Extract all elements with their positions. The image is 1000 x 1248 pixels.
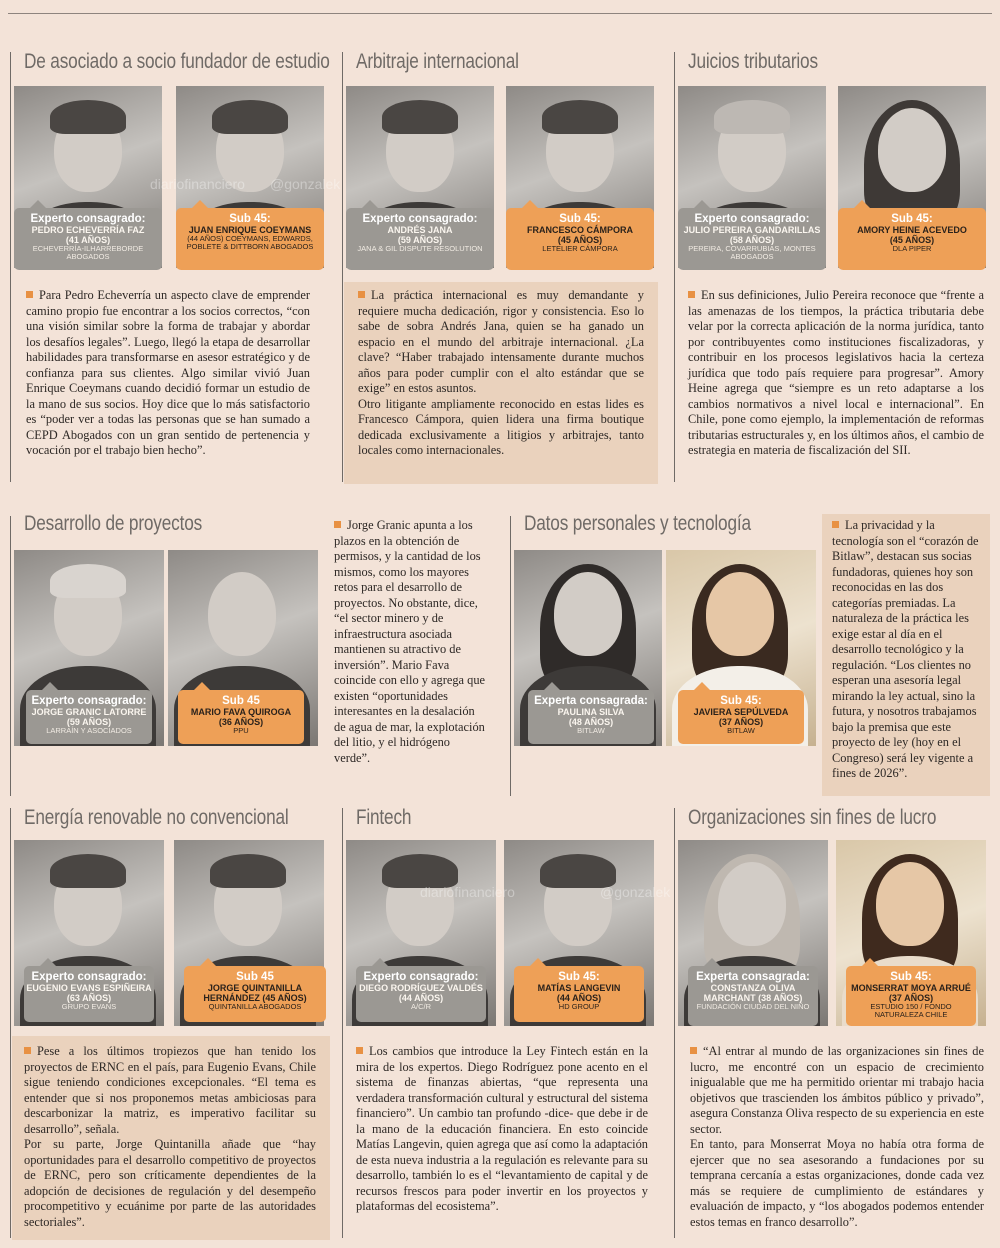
- bullet-icon: [832, 521, 839, 528]
- section-body: [688, 288, 984, 459]
- body-text: Pese a los últimos tropiezos que han tenido los proyectos de ERNC en el país, para Eugenio Evans, Chile sigue teniendo condiciones excepcionales. “El tema es entender que si nos proponemos metas ambiciosas para descarbonizar la matriz, es imperativo facilitar su desarrollo”, señala.: [24, 1044, 316, 1136]
- label-name: FRANCESCO CÁMPORA: [526, 225, 633, 235]
- label-name: CONSTANZA OLIVA MARCHANT (38 AÑOS): [703, 983, 803, 1003]
- label-name: PAULINA SILVA: [557, 707, 625, 717]
- section-rule: [10, 516, 11, 796]
- label-tag: Experto consagrado:: [31, 971, 147, 983]
- bullet-icon: [24, 1047, 31, 1054]
- junior-label: [176, 208, 324, 270]
- label-name: JAVIERA SEPÚLVEDA: [693, 707, 789, 717]
- label-tag: Sub 45: [236, 971, 274, 983]
- label-age: (44 AÑOS): [556, 993, 602, 1003]
- label-name: PEDRO ECHEVERRÍA FAZ: [31, 225, 145, 235]
- label-name: MATÍAS LANGEVIN: [537, 983, 621, 993]
- label-name: JORGE QUINTANILLA HERNÁNDEZ (45 AÑOS): [203, 983, 307, 1003]
- senior-label: [356, 966, 486, 1022]
- label-firm: BITLAW: [577, 726, 605, 735]
- label-tag: Sub 45:: [558, 971, 600, 983]
- label-firm: LARRAÍN Y ASOCIADOS: [46, 726, 132, 735]
- label-firm: ECHEVERRÍA-ILHARREBORDE ABOGADOS: [32, 244, 144, 261]
- junior-label: [838, 208, 986, 270]
- label-tag: Experto consagrado:: [694, 213, 810, 225]
- bullet-icon: [690, 1047, 697, 1054]
- label-tag: Experto consagrado:: [362, 213, 478, 225]
- label-name: JULIO PEREIRA GANDARILLAS (58 AÑOS): [683, 225, 821, 245]
- label-firm: LETELIER CÁMPORA: [542, 244, 618, 253]
- junior-label: [514, 966, 644, 1022]
- section-rule: [674, 808, 675, 1238]
- body-text: Jorge Granic apunta a los plazos en la obtención de permisos, y la cantidad de los mismos, como los mayores retos para el desarrollo de proyectos. No obstante, dice, “el sector minero y de infraestructura asociada mantienen su atractivo de inversión”. Mario Fava coincide con ello y agrega que existen “oportunidades interesantes en la desalación de agua de mar, la explotación del litio, y el hidrógeno verde”.: [334, 518, 486, 765]
- label-age: (37 AÑOS): [718, 717, 764, 727]
- watermark: diariofinanciero: [420, 884, 515, 900]
- section-body: [356, 1044, 648, 1215]
- section-title: Desarrollo de proyectos: [24, 512, 203, 535]
- label-tag: Sub 45:: [559, 213, 601, 225]
- label-firm: A/C/R: [410, 1002, 431, 1011]
- label-name: JORGE GRANIC LATORRE: [31, 707, 147, 717]
- label-name: MARIO FAVA QUIROGA: [190, 707, 292, 717]
- label-age: (59 AÑOS): [66, 717, 112, 727]
- label-firm: PPU: [233, 726, 249, 735]
- junior-label: [506, 208, 654, 270]
- watermark: @gonzalek: [270, 176, 341, 192]
- section-title: Juicios tributarios: [688, 50, 818, 73]
- label-tag: Experta consagrada:: [534, 695, 648, 707]
- bullet-icon: [356, 1047, 363, 1054]
- label-firm: HD GROUP: [558, 1002, 600, 1011]
- label-tag: Sub 45:: [890, 971, 932, 983]
- section-body: [26, 288, 310, 459]
- section-body: [358, 288, 644, 459]
- senior-label: [528, 690, 654, 744]
- senior-label: [346, 208, 494, 270]
- watermark: @gonzalek: [600, 884, 671, 900]
- label-age: (45 AÑOS): [557, 235, 603, 245]
- senior-label: [26, 690, 152, 744]
- label-tag: Sub 45:: [891, 213, 933, 225]
- section-title: Organizaciones sin fines de lucro: [688, 806, 937, 829]
- body-text-2: Otro litigante ampliamente reconocido en estas lides es Francesco Cámpora, quien lidera una firma boutique dedicada exclusivamente a litigios y arbitrajes, tanto locales como internacionales.: [358, 396, 644, 457]
- label-tag: Experto consagrado:: [30, 213, 146, 225]
- senior-label: [678, 208, 826, 270]
- label-age: (41 AÑOS): [65, 235, 111, 245]
- body-text-2: Por su parte, Jorge Quintanilla añade que “hay oportunidades para el desarrollo competitivo de proyectos de ERNC, pero son críticamente dependientes de la adopción de decisiones de regulación y del desempeño procompetitivo y ecuánime por parte de las autoridades sectoriales”.: [24, 1137, 316, 1229]
- junior-label: [184, 966, 326, 1022]
- section-body: [334, 518, 486, 766]
- label-tag: Sub 45: [222, 695, 260, 707]
- label-name: ANDRÉS JANA: [387, 225, 453, 235]
- body-text-2: En tanto, para Monserrat Moya no había otra forma de ejercer que no sea asesorando a fundaciones por su temprana cercanía a estas organizaciones, donde cada vez más se requiere de cumplimiento de estándares y evaluación de impacto, y “los abogados podemos entender estos temas en franco desarrollo”.: [690, 1137, 984, 1229]
- junior-label: [178, 690, 304, 744]
- label-age: (36 AÑOS): [218, 717, 264, 727]
- section-rule: [674, 52, 675, 482]
- body-text: Para Pedro Echeverría un aspecto clave de emprender camino propio fue encontrar a los socios correctos, “con una visión similar sobre la forma de trabajar y abordar los desafíos legales”. Luego, llegó la etapa de desarrollar habilidades para transformarse en asesor estratégico y de confianza para sus clientes. Algo similar vivió Juan Enrique Coeymans cuando decidió formar un estudio de la mano de sus socios. Hoy dice que lo más satisfactorio es “poder ver a todas las personas que se han sumado a CEPD Abogados con un gran sentido de pertenencia y vocación por el trabajo bien hecho”.: [26, 288, 310, 457]
- label-age: (45 AÑOS): [889, 235, 935, 245]
- section-rule: [510, 516, 511, 796]
- section-title: Datos personales y tecnología: [524, 512, 751, 535]
- label-name: JUAN ENRIQUE COEYMANS: [188, 225, 312, 235]
- label-age: (44 AÑOS) COEYMANS, EDWARDS, POBLETE & DITTBORN ABOGADOS: [186, 234, 314, 251]
- bullet-icon: [688, 291, 695, 298]
- label-firm: PEREIRA, COVARRUBIAS, MONTES ABOGADOS: [688, 244, 816, 261]
- label-name: AMORY HEINE ACEVEDO: [857, 225, 967, 235]
- label-firm: BITLAW: [727, 726, 755, 735]
- label-firm: QUINTANILLA ABOGADOS: [208, 1002, 302, 1011]
- bullet-icon: [334, 521, 341, 528]
- label-name: DIEGO RODRÍGUEZ VALDÉS (44 AÑOS): [359, 983, 483, 1003]
- label-tag: Experta consagrada:: [696, 971, 810, 983]
- label-age: (48 AÑOS): [568, 717, 614, 727]
- label-firm: JANA & GIL DISPUTE RESOLUTION: [357, 244, 483, 253]
- section-title: De asociado a socio fundador de estudio: [24, 50, 330, 73]
- body-text: Los cambios que introduce la Ley Fintech están en la mira de los expertos. Diego Rodríguez pone acento en el sistema de finanzas abiertas, “que representa una verdadera transformación cultural y estructural del sistema financiero”. Un cambio tan profundo -dice- que debe ir de la mano de la educación financiera. En esto coincide Matías Langevin, quien agrega que así como la adaptación de esta nueva industria a la regulación es relevante para su desarrollo, también lo es el “levantamiento de capital y de recursos frescos para poder invertir en los proyectos y plataformas del ecosistema”.: [356, 1044, 648, 1213]
- label-firm: GRUPO EVANS: [61, 1002, 117, 1011]
- senior-label: [24, 966, 154, 1022]
- section-body: [24, 1044, 316, 1230]
- label-firm: ESTUDIO 150 / FONDO NATURALEZA CHILE: [870, 1002, 952, 1019]
- section-title: Fintech: [356, 806, 412, 829]
- junior-label: [678, 690, 804, 744]
- label-tag: Sub 45:: [720, 695, 762, 707]
- section-title: Arbitraje internacional: [356, 50, 519, 73]
- junior-label: [846, 966, 976, 1026]
- watermark: diariofinanciero: [150, 176, 245, 192]
- top-rule: [8, 13, 992, 14]
- label-firm: FUNDACIÓN CIUDAD DEL NIÑO: [696, 1002, 810, 1011]
- bullet-icon: [26, 291, 33, 298]
- section-body: [690, 1044, 984, 1230]
- bullet-icon: [358, 291, 365, 298]
- section-rule: [342, 52, 343, 482]
- label-tag: Experto consagrado:: [31, 695, 147, 707]
- body-text: En sus definiciones, Julio Pereira reconoce que “frente a las amenazas de los tiempos, la práctica tributaria debe velar por la correcta aplicación de la norma jurídica, tanto por contribuyentes como instituciones fiscalizadoras, y contribuir en los procesos legislativos hacia la certeza jurídica que todo país requiere para progresar”. Amory Heine agrega que “siempre es un reto adaptarse a los cambios normativos a nivel local e internacional”. En Chile, pone como ejemplo, la implementación de reformas tributarias estructurales y, en los últimos años, el cambio de estrategia en materia de fiscalización del SII.: [688, 288, 984, 457]
- senior-label: [688, 966, 818, 1026]
- label-tag: Sub 45:: [229, 213, 271, 225]
- label-name: EUGENIO EVANS ESPIÑEIRA (63 AÑOS): [26, 983, 152, 1003]
- label-tag: Experto consagrado:: [363, 971, 479, 983]
- body-text: La práctica internacional es muy demandante y requiere mucha dedicación, rigor y consistencia. Eso lo sabe de sobra Andrés Jana, quien se ha ganado un espacio en el mundo del arbitraje internacional. ¿La clave? “Haber trabajado intensamente durante muchos años para poder cumplir con el alto estándar que se exige” en estos asuntos.: [358, 288, 644, 395]
- body-text: “Al entrar al mundo de las organizaciones sin fines de lucro, me encontré con un espacio de crecimiento inigualable que me ha permitido orientar mi trabajo hacia objetivos que trascienden los ámbitos público y privado”, asegura Constanza Oliva respecto de su experiencia en este sector.: [690, 1044, 984, 1136]
- section-rule: [10, 52, 11, 482]
- label-firm: DLA PIPER: [892, 244, 932, 253]
- body-text: La privacidad y la tecnología son el “corazón de Bitlaw”, destacan sus socias fundadoras, quienes hoy son reconocidas en las dos categorías premiadas. La naturaleza de la práctica les exige estar al día en el desarrollo tecnológico y la regulación. “Los clientes no esperan una asesoría legal mirando la ley actual, sino la futura, y nosotros trabajamos bajo la premisa que este proyecto de ley (hoy en el Congreso) será ley vigente a fines de 2026”.: [832, 518, 979, 780]
- label-age: (59 AÑOS): [397, 235, 443, 245]
- senior-label: [14, 208, 162, 270]
- section-rule: [10, 808, 11, 1238]
- section-rule: [342, 808, 343, 1238]
- section-title: Energía renovable no convencional: [24, 806, 289, 829]
- section-body: [832, 518, 982, 782]
- label-name: MONSERRAT MOYA ARRUÉ (37 AÑOS): [851, 983, 971, 1003]
